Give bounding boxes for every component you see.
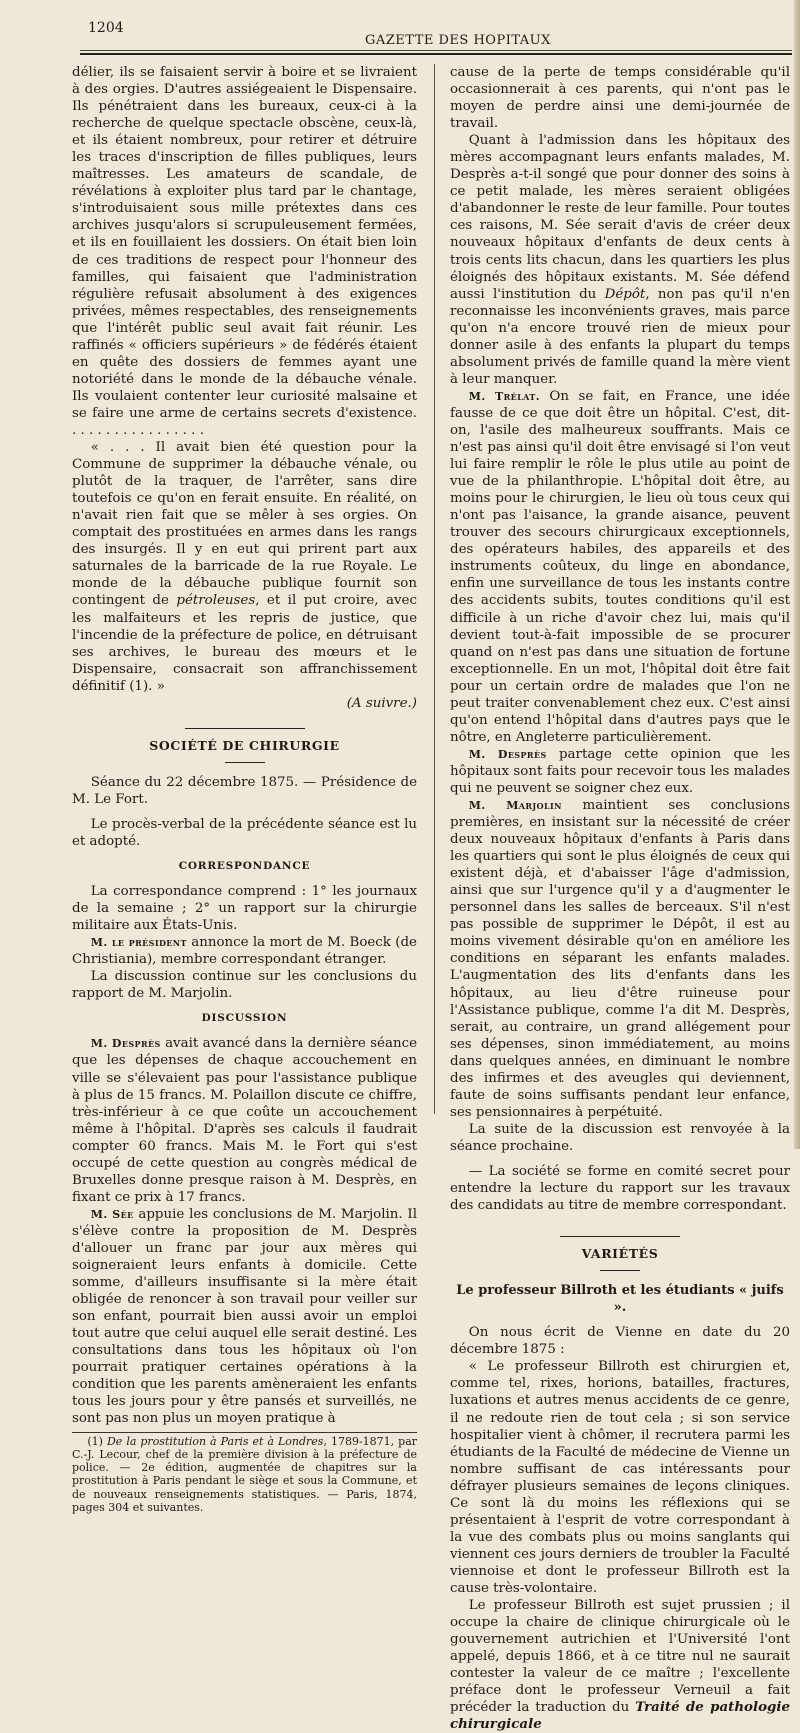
text-run: , 1789-1871, par C.-J. Lecour, chef de la première division à la préfecture de police. — 2e édition, augmentée de chapitres sur la prostitution à Paris pendant le siège et sous la Commune, et de nouveaux renseignements statistiques. — Paris, 1874, pages 304 et suivantes.: [72, 1434, 418, 1514]
title-rule: [72, 754, 417, 764]
a-suivre: (A suivre.): [346, 695, 417, 711]
text-run: partage cette opinion que les hôpitaux sont faits pour recevoir tous les malades qui ne peuvent se soigner chez eux.: [450, 746, 791, 796]
italic-term: Traité de pathologie chirurgicale: [450, 1699, 790, 1733]
right-column: [450, 64, 791, 1733]
paragraph: [450, 746, 790, 797]
text-run: Quant à l'admission dans les hôpitaux des mères accompagnant leurs enfants malades, M. Desprès a-t-il songé que pour donner des soins à ce petit malade, les mères seraient obligées d'abandonner le reste de leur famille. Pour toutes ces raisons, M. Sée serait d'avis de créer deux nouveaux hôpitaux d'enfants de deux cents à trois cents lits chacun, dans les quartiers les plus éloignés des hôpitaux existants. M. Sée défend aussi l'institution du: [450, 133, 790, 302]
page-number: 1204: [88, 20, 124, 36]
footnote-rule: [72, 1432, 417, 1433]
section-title: SOCIÉTÉ DE CHIRURGIE: [149, 737, 340, 753]
left-column: [72, 64, 418, 1514]
subsection-title: DISCUSSION: [201, 1012, 288, 1025]
paragraph: délier, ils se faisaient servir à boire et se livraient à des orgies. D'autres assiégeaient le Dispensaire. Ils pénétraient dans les bureaux, ceux-ci à la recherche de quelque spectacle obscène, ceux-là, et ils étaient nombreux, pour retirer et détruire les traces d'inscription de filles publiques, leurs maîtresses. Les amateurs de scandale, de révélations à exploiter plus tard par le chantage, s'introduisaient sous mille prétextes dans ces archives jusqu'alors si scrupuleusement fermées, et ils en fouillaient les dossiers. On était bien loin de ces traditions de respect pour l'honneur des familles, qui faisaient que l'administration régulière refusait absolument à des exigences privées, mêmes respectables, des renseignements que l'intérêt public seul avait fait réunir. Les raffinés « officiers supérieurs » de fédérés étaient en quête des dossiers de femmes ayant une notoriété dans le monde de la débauche vénale. Ils voulaient contenter leur curiosité malsaine et se faire une arme de certains secrets d'existence. . . . . . . . . . . . . . . . .: [72, 65, 417, 438]
speaker-label: M. Sée: [90, 1207, 134, 1221]
text-run: « . . . Il avait bien été question pour la Commune de supprimer la débauche vénale, ou plutôt de la traquer, de l'arrêter, sans dire toutefois ce qu'on en ferait ensuite. En réalité, on n'avait rien fait que se mêler à ses orgies. On comptait des prostituées en armes dans les rangs des insurgés. Il y en eut qui prirent part aux saturnales de la barricade de la rue Royale. Le monde de la débauche publique fournit son contingent de: [72, 440, 417, 609]
paragraph: La correspondance comprend : 1° les journaux de la semaine ; 2° un rapport sur la chirurgie militaire aux États-Unis.: [72, 884, 417, 934]
paragraph: [72, 439, 417, 695]
paragraph: — La société se forme en comité secret pour entendre la lecture du rapport sur les travaux des candidats au titre de membre correspondant.: [450, 1164, 790, 1214]
speaker-label: M. Marjolin: [468, 799, 562, 813]
speaker-label: M. le président: [90, 936, 187, 950]
title-rule: [450, 1262, 790, 1272]
subsection-title: CORRESPONDANCE: [178, 860, 311, 873]
text-run: appuie les conclusions de M. Marjolin. Il s'élève contre la proposition de M. Desprès d'allouer un franc par jour aux mères qui soigneraient leurs enfants à domicile. Cette somme, d'ailleurs insuffisante si la mère était obligée de renoncer à son travail pour veiller sur son enfant, pourrait bien aussi avoir un emploi tout autre que celui auquel elle serait destiné. Les consultations dans tous les hôpitaux où l'on pourrait pratiquer certaines opérations à la condition que les parents amèneraient les enfants tous les jours pour y être pansés et surveillés, ne sont pas non plus un moyen pratique à: [72, 1206, 417, 1427]
seance-line: Séance du 22 décembre 1875. — Présidence de M. Le Fort.: [72, 774, 417, 807]
text-run: , non pas qu'il n'en reconnaisse les inconvénients graves, mais parce qu'on n'a encore trouvé rien de mieux pour donner asile à des enfants la plupart du temps absolument privés de famille quand la mère vient à leur manquer.: [450, 286, 790, 387]
text-run: annonce la mort de M. Boeck (de Christiania), membre correspondant étranger.: [72, 935, 417, 968]
paragraph: On nous écrit de Vienne en date du 20 décembre 1875 :: [450, 1325, 790, 1358]
paragraph: Le procès-verbal de la précédente séance est lu et adopté.: [72, 816, 417, 849]
paragraph: [450, 132, 790, 388]
speaker-label: M. Desprès: [90, 1037, 161, 1051]
section-ornament: [72, 720, 417, 737]
paragraph: [450, 1597, 790, 1733]
text-run: Le professeur Billroth est sujet prussien ; il occupe la chaire de clinique chirurgicale où le gouvernement autrichien et l'Université l'ont appelé, depuis 1866, et à ce titre nul ne saurait contester la valeur de ce maître ; l'excellente préface dont le professeur Verneuil a fait précéder la traduction du: [450, 1598, 790, 1716]
speaker-label: M. Trélat.: [468, 389, 540, 403]
section-ornament: [450, 1228, 790, 1245]
paragraph: [450, 797, 790, 1121]
section-title: VARIÉTÉS: [581, 1246, 659, 1262]
text-run: maintient ses conclusions premières, en insistant sur la nécessité de créer deux nouveaux hôpitaux d'enfants à Paris dans les quartiers qui sont le plus éloignés de ceux qui existent déjà, et d'abaisser l'âge d'admission, ainsi que sur l'urgence qu'il y a d'augmenter le personnel dans les salles de berceaux. S'il n'est pas possible de supprimer le Dépôt, il est au moins vivement désirable qu'on en améliore les conditions en séparant les enfants malades. L'augmentation des lits d'enfants dans les hôpitaux, au lieu d'être ruineuse pour l'Assistance publique, comme l'a dit M. Desprès, serait, au contraire, un grand allégement pour ses dépenses, sinon immédiatement, au moins dans quelques années, en diminuant le nombre des infirmes et des aveugles qui deviennent, faute de soins suffisants pendant leur enfance, ses pensionnaires à perpétuité.: [450, 798, 790, 1120]
paragraph: [72, 1035, 417, 1205]
paragraph: La suite de la discussion est renvoyée à la séance prochaine.: [450, 1121, 790, 1154]
text-run: , et il put croire, avec les malfaiteurs et les repris de justice, que l'incendie de la préfecture de police, en détruisant ses archives, le bureau des mœurs et le Dispensaire, consacrait son affranchissement définitif (1). »: [72, 593, 417, 694]
journal-title: GAZETTE DES HOPITAUX: [365, 33, 551, 48]
paragraph: La discussion continue sur les conclusions du rapport de M. Marjolin.: [72, 969, 417, 1002]
column-divider: [434, 64, 435, 1114]
paragraph: [72, 1206, 417, 1428]
text-run: On se fait, en France, une idée fausse de ce que doit être un hôpital. C'est, dit-on, l'asile des malheureux souffrants. Mais ce n'est pas ainsi qu'il doit être envisagé si l'on veut lui faire remplir le rôle le plus utile au point de vue de la philanthropie. L'hôpital doit être, au moins pour le chirurgien, le lieu où tous ceux qui n'ont pas l'aisance, la grande aisance, peuvent trouver des secours chirurgicaux exceptionnels, des opérateurs habiles, des appareils et des instruments coûteux, du linge en abondance, enfin une surveillance de tous les instants contre des accidents subits, toutes conditions qu'il est difficile à un riche d'avoir chez lui, mais qu'il devient tout-à-fait impossible de se procurer quand on n'est pas dans une situation de fortune exceptionnelle. En un mot, l'hôpital doit être fait pour un certain ordre de malades que l'on ne peut traiter convenablement chez eux. C'est ainsi qu'on entend l'hôpital dans d'autres pays que le nôtre, en Angleterre particulièrement.: [450, 388, 790, 745]
paragraph: [450, 388, 790, 746]
italic-term: pétroleuses: [176, 593, 256, 609]
paragraph: [72, 934, 417, 968]
footnote-title: De la prostitution à Paris et à Londres: [106, 1434, 324, 1448]
article-title: Le professeur Billroth et les étudiants « juifs ».: [456, 1283, 784, 1316]
spine-shadow: [794, 0, 800, 1149]
header-rule: [80, 50, 792, 55]
italic-term: Dépôt: [604, 286, 646, 302]
paragraph: « Le professeur Billroth est chirurgien et, comme tel, rixes, horions, batailles, fractures, luxations et autres menus accidents de ce genre, il ne redoute rien de tout cela ; si son service hospitalier vient à chômer, il recrutera parmi les étudiants de la Faculté de médecine de Vienne un nombre suffisant de cas intéressants pour défrayer plusieurs semaines de leçons cliniques. Ce sont là du moins les réflexions qui se présentaient à l'esprit de votre correspondant à la vue des combats plus ou moins sanglants qui viennent ces jours derniers de troubler la Faculté viennoise et dont le professeur Billroth est la cause très-volontaire.: [450, 1359, 790, 1596]
speaker-label: M. Desprès: [468, 747, 547, 761]
footnote: (1) De la prostitution à Paris et à Londres, 1789-1871, par C.-J. Lecour, chef de la première division à la préfecture de police. — 2e édition, augmentée de chapitres sur la prostitution à Paris pendant le siège et sous la Commune, et de nouveaux renseignements statistiques. — Paris, 1874, pages 304 et suivantes.: [72, 1434, 418, 1514]
paragraph: cause de la perte de temps considérable qu'il occasionnerait à ces parents, qui n'ont pas le moyen de perdre ainsi une demi-journée de travail.: [450, 65, 790, 132]
text-run: avait avancé dans la dernière séance que les dépenses de chaque accouchement en ville se s'élevaient pas pour l'assistance publique à plus de 15 francs. M. Polaillon discute ce chiffre, très-inférieur à ce que coûte un accouchement même à l'hôpital. D'après ses calculs il faudrait compter 60 francs. Mais M. le Fort qui s'est occupé de cette question au congrès médical de Bruxelles donne presque raison à M. Desprès, en fixant ce prix à 17 francs.: [72, 1036, 418, 1205]
